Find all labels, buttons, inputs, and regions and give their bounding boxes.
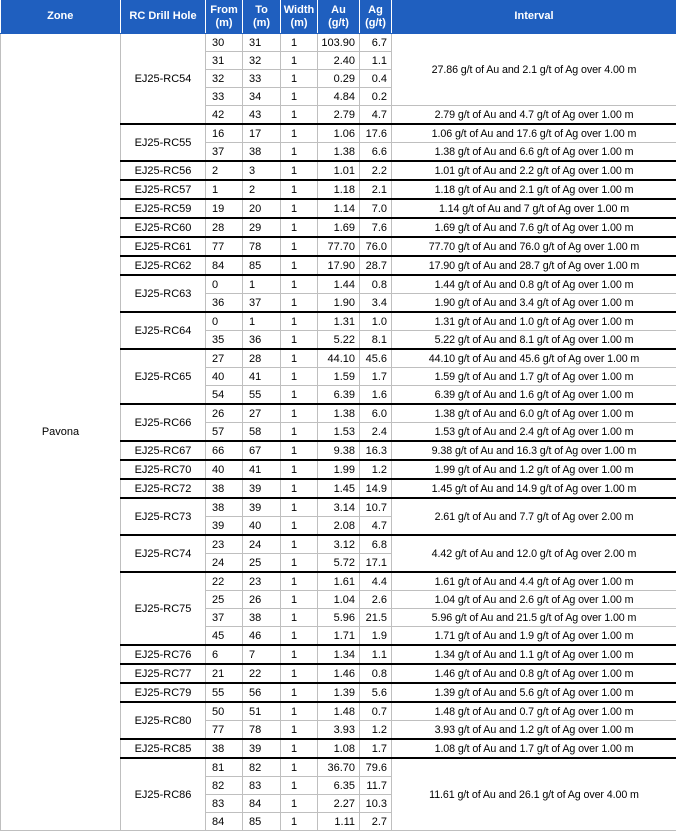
au-cell: 77.70 <box>318 237 360 256</box>
to-cell: 27 <box>243 404 281 423</box>
width-cell: 1 <box>281 795 318 813</box>
au-cell: 1.18 <box>318 180 360 199</box>
ag-cell: 2.1 <box>360 180 392 199</box>
to-cell: 56 <box>243 683 281 702</box>
interval-cell: 2.61 g/t of Au and 7.7 g/t of Ag over 2.00 m <box>392 498 676 535</box>
au-cell: 1.38 <box>318 143 360 162</box>
width-cell: 1 <box>281 106 318 125</box>
to-cell: 1 <box>243 275 281 294</box>
to-cell: 34 <box>243 88 281 106</box>
to-cell: 83 <box>243 777 281 795</box>
table-header <box>1 0 676 34</box>
interval-cell: 1.90 g/t of Au and 3.4 g/t of Ag over 1.00 m <box>392 294 676 313</box>
to-cell: 39 <box>243 498 281 517</box>
drill-hole-cell: EJ25-RC79 <box>121 683 206 702</box>
drill-hole-cell: EJ25-RC59 <box>121 199 206 218</box>
ag-cell: 6.6 <box>360 143 392 162</box>
interval-cell: 1.48 g/t of Au and 0.7 g/t of Ag over 1.00 m <box>392 702 676 721</box>
ag-cell: 16.3 <box>360 441 392 460</box>
ag-cell: 5.6 <box>360 683 392 702</box>
to-cell: 41 <box>243 368 281 386</box>
to-cell: 85 <box>243 813 281 831</box>
au-cell: 6.35 <box>318 777 360 795</box>
interval-cell: 1.04 g/t of Au and 2.6 g/t of Ag over 1.00 m <box>392 591 676 609</box>
interval-cell: 1.53 g/t of Au and 2.4 g/t of Ag over 1.00 m <box>392 423 676 442</box>
width-cell: 1 <box>281 554 318 573</box>
ag-cell: 6.8 <box>360 535 392 554</box>
width-cell: 1 <box>281 218 318 237</box>
width-cell: 1 <box>281 535 318 554</box>
drill-hole-cell: EJ25-RC61 <box>121 237 206 256</box>
ag-cell: 14.9 <box>360 479 392 498</box>
interval-cell: 1.01 g/t of Au and 2.2 g/t of Ag over 1.00 m <box>392 161 676 180</box>
to-cell: 46 <box>243 627 281 646</box>
width-cell: 1 <box>281 721 318 740</box>
width-cell: 1 <box>281 609 318 627</box>
ag-cell: 45.6 <box>360 349 392 368</box>
au-cell: 5.72 <box>318 554 360 573</box>
interval-cell: 17.90 g/t of Au and 28.7 g/t of Ag over 1.00 m <box>392 256 676 275</box>
au-cell: 3.93 <box>318 721 360 740</box>
ag-cell: 10.7 <box>360 498 392 517</box>
to-cell: 38 <box>243 143 281 162</box>
ag-cell: 7.0 <box>360 199 392 218</box>
au-cell: 1.61 <box>318 572 360 591</box>
zone-cell: Pavona <box>1 34 121 831</box>
interval-cell: 1.31 g/t of Au and 1.0 g/t of Ag over 1.00 m <box>392 312 676 331</box>
interval-cell: 11.61 g/t of Au and 26.1 g/t of Ag over 4.00 m <box>392 758 676 831</box>
from-cell: 82 <box>206 777 243 795</box>
width-cell: 1 <box>281 479 318 498</box>
width-cell: 1 <box>281 645 318 664</box>
drill-hole-cell: EJ25-RC75 <box>121 572 206 645</box>
interval-cell: 1.34 g/t of Au and 1.1 g/t of Ag over 1.00 m <box>392 645 676 664</box>
au-cell: 3.12 <box>318 535 360 554</box>
to-cell: 36 <box>243 331 281 350</box>
interval-cell: 1.44 g/t of Au and 0.8 g/t of Ag over 1.00 m <box>392 275 676 294</box>
width-cell: 1 <box>281 572 318 591</box>
to-cell: 39 <box>243 479 281 498</box>
ag-cell: 0.8 <box>360 664 392 683</box>
to-cell: 1 <box>243 312 281 331</box>
interval-cell: 1.08 g/t of Au and 1.7 g/t of Ag over 1.00 m <box>392 739 676 758</box>
ag-cell: 28.7 <box>360 256 392 275</box>
table-body <box>1 34 676 831</box>
ag-cell: 4.7 <box>360 517 392 536</box>
interval-cell: 1.38 g/t of Au and 6.0 g/t of Ag over 1.00 m <box>392 404 676 423</box>
from-cell: 37 <box>206 143 243 162</box>
au-cell: 1.48 <box>318 702 360 721</box>
au-cell: 1.44 <box>318 275 360 294</box>
width-cell: 1 <box>281 404 318 423</box>
drill-hole-cell: EJ25-RC76 <box>121 645 206 664</box>
table-row <box>1 34 676 52</box>
drill-hole-cell: EJ25-RC66 <box>121 404 206 441</box>
width-cell: 1 <box>281 199 318 218</box>
ag-cell: 76.0 <box>360 237 392 256</box>
interval-cell: 1.39 g/t of Au and 5.6 g/t of Ag over 1.00 m <box>392 683 676 702</box>
width-cell: 1 <box>281 441 318 460</box>
au-cell: 1.46 <box>318 664 360 683</box>
au-cell: 3.14 <box>318 498 360 517</box>
from-cell: 22 <box>206 572 243 591</box>
width-cell: 1 <box>281 758 318 777</box>
interval-cell: 1.45 g/t of Au and 14.9 g/t of Ag over 1.00 m <box>392 479 676 498</box>
drill-hole-cell: EJ25-RC62 <box>121 256 206 275</box>
header-from: From (m) <box>206 0 243 34</box>
to-cell: 82 <box>243 758 281 777</box>
ag-cell: 17.1 <box>360 554 392 573</box>
ag-cell: 0.7 <box>360 702 392 721</box>
au-cell: 1.69 <box>318 218 360 237</box>
ag-cell: 1.0 <box>360 312 392 331</box>
from-cell: 38 <box>206 739 243 758</box>
width-cell: 1 <box>281 702 318 721</box>
au-cell: 2.40 <box>318 52 360 70</box>
au-cell: 1.06 <box>318 124 360 143</box>
ag-cell: 79.6 <box>360 758 392 777</box>
from-cell: 6 <box>206 645 243 664</box>
width-cell: 1 <box>281 349 318 368</box>
au-cell: 1.39 <box>318 683 360 702</box>
width-cell: 1 <box>281 256 318 275</box>
interval-cell: 5.96 g/t of Au and 21.5 g/t of Ag over 1.00 m <box>392 609 676 627</box>
from-cell: 38 <box>206 479 243 498</box>
to-cell: 55 <box>243 386 281 405</box>
from-cell: 23 <box>206 535 243 554</box>
interval-cell: 1.38 g/t of Au and 6.6 g/t of Ag over 1.00 m <box>392 143 676 162</box>
interval-cell: 2.79 g/t of Au and 4.7 g/t of Ag over 1.00 m <box>392 106 676 125</box>
from-cell: 55 <box>206 683 243 702</box>
from-cell: 77 <box>206 237 243 256</box>
ag-cell: 6.0 <box>360 404 392 423</box>
au-cell: 5.96 <box>318 609 360 627</box>
interval-cell: 77.70 g/t of Au and 76.0 g/t of Ag over 1.00 m <box>392 237 676 256</box>
header-to: To (m) <box>243 0 281 34</box>
to-cell: 7 <box>243 645 281 664</box>
au-cell: 1.01 <box>318 161 360 180</box>
interval-cell: 6.39 g/t of Au and 1.6 g/t of Ag over 1.00 m <box>392 386 676 405</box>
width-cell: 1 <box>281 591 318 609</box>
from-cell: 84 <box>206 813 243 831</box>
au-cell: 103.90 <box>318 34 360 52</box>
from-cell: 19 <box>206 199 243 218</box>
width-cell: 1 <box>281 386 318 405</box>
to-cell: 20 <box>243 199 281 218</box>
to-cell: 2 <box>243 180 281 199</box>
ag-cell: 1.1 <box>360 645 392 664</box>
width-cell: 1 <box>281 70 318 88</box>
ag-cell: 1.7 <box>360 368 392 386</box>
ag-cell: 1.1 <box>360 52 392 70</box>
to-cell: 38 <box>243 609 281 627</box>
drill-hole-cell: EJ25-RC56 <box>121 161 206 180</box>
ag-cell: 7.6 <box>360 218 392 237</box>
to-cell: 22 <box>243 664 281 683</box>
to-cell: 23 <box>243 572 281 591</box>
header-interval: Interval <box>392 0 676 34</box>
width-cell: 1 <box>281 237 318 256</box>
au-cell: 1.90 <box>318 294 360 313</box>
width-cell: 1 <box>281 275 318 294</box>
from-cell: 57 <box>206 423 243 442</box>
drill-hole-cell: EJ25-RC60 <box>121 218 206 237</box>
au-cell: 2.08 <box>318 517 360 536</box>
to-cell: 58 <box>243 423 281 442</box>
ag-cell: 0.4 <box>360 70 392 88</box>
au-cell: 44.10 <box>318 349 360 368</box>
au-cell: 1.59 <box>318 368 360 386</box>
drill-hole-cell: EJ25-RC77 <box>121 664 206 683</box>
au-cell: 1.14 <box>318 199 360 218</box>
width-cell: 1 <box>281 627 318 646</box>
width-cell: 1 <box>281 52 318 70</box>
interval-cell: 4.42 g/t of Au and 12.0 g/t of Ag over 2.00 m <box>392 535 676 572</box>
ag-cell: 2.2 <box>360 161 392 180</box>
from-cell: 54 <box>206 386 243 405</box>
interval-cell: 1.69 g/t of Au and 7.6 g/t of Ag over 1.00 m <box>392 218 676 237</box>
interval-cell: 1.14 g/t of Au and 7 g/t of Ag over 1.00 m <box>392 199 676 218</box>
width-cell: 1 <box>281 423 318 442</box>
au-cell: 1.08 <box>318 739 360 758</box>
au-cell: 1.99 <box>318 460 360 479</box>
from-cell: 1 <box>206 180 243 199</box>
to-cell: 78 <box>243 721 281 740</box>
width-cell: 1 <box>281 161 318 180</box>
width-cell: 1 <box>281 331 318 350</box>
interval-cell: 3.93 g/t of Au and 1.2 g/t of Ag over 1.00 m <box>392 721 676 740</box>
au-cell: 1.71 <box>318 627 360 646</box>
au-cell: 1.34 <box>318 645 360 664</box>
ag-cell: 3.4 <box>360 294 392 313</box>
header-ag: Ag (g/t) <box>360 0 392 34</box>
from-cell: 28 <box>206 218 243 237</box>
au-cell: 1.11 <box>318 813 360 831</box>
from-cell: 50 <box>206 702 243 721</box>
drill-hole-cell: EJ25-RC55 <box>121 124 206 161</box>
from-cell: 36 <box>206 294 243 313</box>
width-cell: 1 <box>281 460 318 479</box>
width-cell: 1 <box>281 124 318 143</box>
to-cell: 28 <box>243 349 281 368</box>
width-cell: 1 <box>281 143 318 162</box>
width-cell: 1 <box>281 664 318 683</box>
ag-cell: 21.5 <box>360 609 392 627</box>
interval-cell: 44.10 g/t of Au and 45.6 g/t of Ag over 1.00 m <box>392 349 676 368</box>
from-cell: 40 <box>206 460 243 479</box>
from-cell: 39 <box>206 517 243 536</box>
from-cell: 21 <box>206 664 243 683</box>
from-cell: 30 <box>206 34 243 52</box>
au-cell: 6.39 <box>318 386 360 405</box>
interval-cell: 5.22 g/t of Au and 8.1 g/t of Ag over 1.00 m <box>392 331 676 350</box>
width-cell: 1 <box>281 180 318 199</box>
from-cell: 16 <box>206 124 243 143</box>
from-cell: 66 <box>206 441 243 460</box>
to-cell: 51 <box>243 702 281 721</box>
header-drill-hole: RC Drill Hole <box>121 0 206 34</box>
header-width: Width (m) <box>281 0 318 34</box>
interval-cell: 1.06 g/t of Au and 17.6 g/t of Ag over 1.00 m <box>392 124 676 143</box>
ag-cell: 1.2 <box>360 721 392 740</box>
from-cell: 25 <box>206 591 243 609</box>
to-cell: 40 <box>243 517 281 536</box>
from-cell: 32 <box>206 70 243 88</box>
ag-cell: 10.3 <box>360 795 392 813</box>
drill-hole-cell: EJ25-RC64 <box>121 312 206 349</box>
ag-cell: 1.9 <box>360 627 392 646</box>
to-cell: 3 <box>243 161 281 180</box>
drill-hole-cell: EJ25-RC65 <box>121 349 206 404</box>
ag-cell: 11.7 <box>360 777 392 795</box>
to-cell: 67 <box>243 441 281 460</box>
to-cell: 25 <box>243 554 281 573</box>
from-cell: 26 <box>206 404 243 423</box>
interval-cell: 9.38 g/t of Au and 16.3 g/t of Ag over 1.00 m <box>392 441 676 460</box>
au-cell: 1.04 <box>318 591 360 609</box>
to-cell: 32 <box>243 52 281 70</box>
ag-cell: 0.8 <box>360 275 392 294</box>
width-cell: 1 <box>281 498 318 517</box>
from-cell: 37 <box>206 609 243 627</box>
au-cell: 2.79 <box>318 106 360 125</box>
drill-hole-cell: EJ25-RC70 <box>121 460 206 479</box>
from-cell: 45 <box>206 627 243 646</box>
from-cell: 0 <box>206 275 243 294</box>
au-cell: 1.38 <box>318 404 360 423</box>
interval-cell: 1.71 g/t of Au and 1.9 g/t of Ag over 1.00 m <box>392 627 676 646</box>
to-cell: 31 <box>243 34 281 52</box>
au-cell: 4.84 <box>318 88 360 106</box>
from-cell: 24 <box>206 554 243 573</box>
width-cell: 1 <box>281 777 318 795</box>
to-cell: 84 <box>243 795 281 813</box>
to-cell: 85 <box>243 256 281 275</box>
to-cell: 41 <box>243 460 281 479</box>
width-cell: 1 <box>281 739 318 758</box>
ag-cell: 8.1 <box>360 331 392 350</box>
drill-hole-cell: EJ25-RC80 <box>121 702 206 739</box>
au-cell: 1.45 <box>318 479 360 498</box>
from-cell: 42 <box>206 106 243 125</box>
interval-cell: 1.99 g/t of Au and 1.2 g/t of Ag over 1.00 m <box>392 460 676 479</box>
from-cell: 84 <box>206 256 243 275</box>
au-cell: 2.27 <box>318 795 360 813</box>
ag-cell: 6.7 <box>360 34 392 52</box>
to-cell: 24 <box>243 535 281 554</box>
from-cell: 2 <box>206 161 243 180</box>
to-cell: 33 <box>243 70 281 88</box>
width-cell: 1 <box>281 312 318 331</box>
to-cell: 39 <box>243 739 281 758</box>
from-cell: 33 <box>206 88 243 106</box>
from-cell: 38 <box>206 498 243 517</box>
drill-hole-cell: EJ25-RC74 <box>121 535 206 572</box>
au-cell: 9.38 <box>318 441 360 460</box>
width-cell: 1 <box>281 294 318 313</box>
au-cell: 5.22 <box>318 331 360 350</box>
interval-cell: 27.86 g/t of Au and 2.1 g/t of Ag over 4.00 m <box>392 34 676 106</box>
drill-hole-cell: EJ25-RC63 <box>121 275 206 312</box>
ag-cell: 17.6 <box>360 124 392 143</box>
from-cell: 40 <box>206 368 243 386</box>
width-cell: 1 <box>281 517 318 536</box>
width-cell: 1 <box>281 683 318 702</box>
drill-hole-cell: EJ25-RC57 <box>121 180 206 199</box>
drill-hole-cell: EJ25-RC73 <box>121 498 206 535</box>
width-cell: 1 <box>281 813 318 831</box>
to-cell: 26 <box>243 591 281 609</box>
ag-cell: 0.2 <box>360 88 392 106</box>
from-cell: 27 <box>206 349 243 368</box>
ag-cell: 2.6 <box>360 591 392 609</box>
ag-cell: 2.4 <box>360 423 392 442</box>
from-cell: 81 <box>206 758 243 777</box>
ag-cell: 1.2 <box>360 460 392 479</box>
from-cell: 77 <box>206 721 243 740</box>
interval-cell: 1.46 g/t of Au and 0.8 g/t of Ag over 1.00 m <box>392 664 676 683</box>
ag-cell: 2.7 <box>360 813 392 831</box>
drill-hole-cell: EJ25-RC85 <box>121 739 206 758</box>
ag-cell: 1.7 <box>360 739 392 758</box>
header-zone: Zone <box>1 0 121 34</box>
width-cell: 1 <box>281 88 318 106</box>
from-cell: 35 <box>206 331 243 350</box>
from-cell: 83 <box>206 795 243 813</box>
au-cell: 17.90 <box>318 256 360 275</box>
au-cell: 1.31 <box>318 312 360 331</box>
to-cell: 78 <box>243 237 281 256</box>
ag-cell: 4.7 <box>360 106 392 125</box>
from-cell: 31 <box>206 52 243 70</box>
width-cell: 1 <box>281 368 318 386</box>
width-cell: 1 <box>281 34 318 52</box>
drill-hole-cell: EJ25-RC54 <box>121 34 206 125</box>
from-cell: 0 <box>206 312 243 331</box>
interval-cell: 1.59 g/t of Au and 1.7 g/t of Ag over 1.00 m <box>392 368 676 386</box>
interval-cell: 1.61 g/t of Au and 4.4 g/t of Ag over 1.00 m <box>392 572 676 591</box>
to-cell: 37 <box>243 294 281 313</box>
drill-hole-cell: EJ25-RC86 <box>121 758 206 831</box>
to-cell: 17 <box>243 124 281 143</box>
ag-cell: 1.6 <box>360 386 392 405</box>
ag-cell: 4.4 <box>360 572 392 591</box>
to-cell: 29 <box>243 218 281 237</box>
au-cell: 1.53 <box>318 423 360 442</box>
interval-cell: 1.18 g/t of Au and 2.1 g/t of Ag over 1.00 m <box>392 180 676 199</box>
drill-hole-cell: EJ25-RC67 <box>121 441 206 460</box>
to-cell: 43 <box>243 106 281 125</box>
au-cell: 0.29 <box>318 70 360 88</box>
header-au: Au (g/t) <box>318 0 360 34</box>
au-cell: 36.70 <box>318 758 360 777</box>
drill-hole-cell: EJ25-RC72 <box>121 479 206 498</box>
